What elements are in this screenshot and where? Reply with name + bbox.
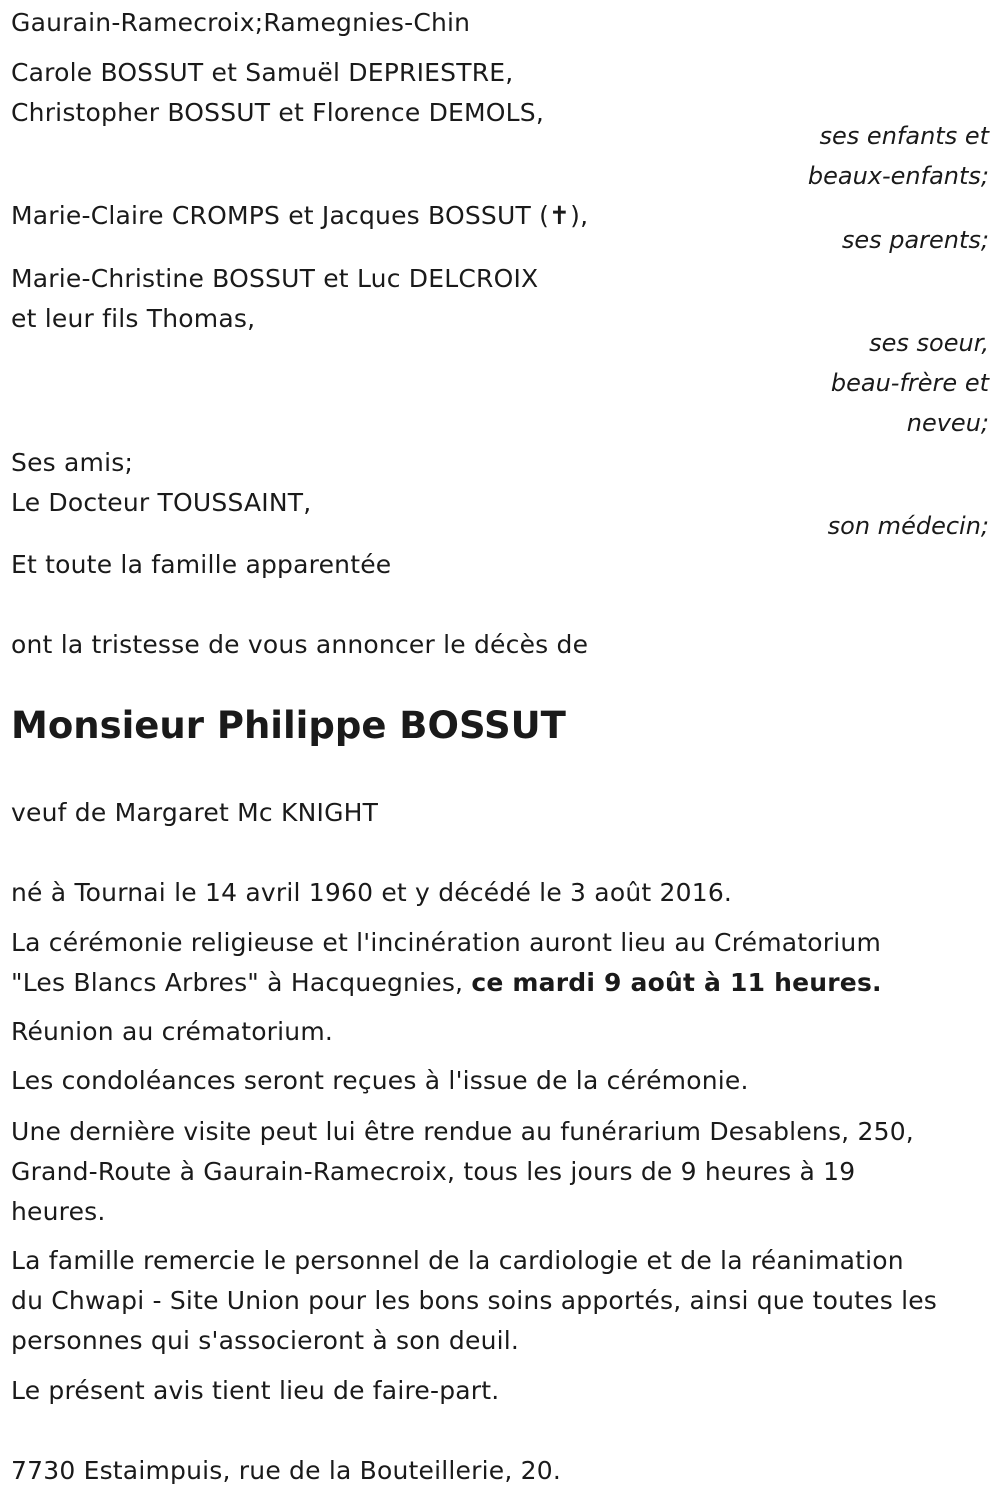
address-line: 7730 Estaimpuis, rue de la Bouteillerie, 20. [11, 1456, 561, 1485]
thanks-line-1: La famille remercie le personnel de la cardiologie et de la réanimation [11, 1246, 904, 1275]
location-heading: Gaurain-Ramecroix;Ramegnies-Chin [11, 8, 471, 37]
children-line-2: Christopher BOSSUT et Florence DEMOLS, [11, 98, 545, 127]
sister-line-2: et leur fils Thomas, [11, 304, 256, 333]
thanks-line-3: personnes qui s'associeront à son deuil. [11, 1326, 520, 1355]
friends-line: Ses amis; [11, 448, 134, 477]
parents-line: Marie-Claire CROMPS et Jacques BOSSUT (✝), [11, 201, 589, 230]
ceremony-datetime: ce mardi 9 août à 11 heures. [471, 968, 882, 997]
parents-role: ses parents; [841, 226, 989, 254]
widower-line: veuf de Margaret Mc KNIGHT [11, 798, 379, 827]
condolences-line: Les condoléances seront reçues à l'issue de la cérémonie. [11, 1066, 749, 1095]
announcement-line: ont la tristesse de vous annoncer le décès de [11, 630, 589, 659]
visit-line-2: Grand-Route à Gaurain-Ramecroix, tous les jours de 9 heures à 19 [11, 1157, 856, 1186]
ceremony-line-1: La cérémonie religieuse et l'incinération auront lieu au Crématorium [11, 928, 881, 957]
children-role-2: beaux-enfants; [807, 162, 989, 190]
children-line-1: Carole BOSSUT et Samuël DEPRIESTRE, [11, 58, 514, 87]
family-line: Et toute la famille apparentée [11, 550, 392, 579]
sister-role-1: ses soeur, [869, 329, 989, 357]
sister-role-2: beau-frère et [830, 369, 989, 397]
deceased-name: Monsieur Philippe BOSSUT [11, 704, 566, 747]
doctor-line: Le Docteur TOUSSAINT, [11, 488, 312, 517]
ceremony-place: "Les Blancs Arbres" à Hacquegnies, [11, 968, 472, 997]
ceremony-line-2 [11, 968, 882, 997]
children-role-1: ses enfants et [819, 122, 989, 150]
visit-line-3: heures. [11, 1197, 106, 1226]
notice-line: Le présent avis tient lieu de faire-part. [11, 1376, 500, 1405]
meeting-line: Réunion au crématorium. [11, 1017, 334, 1046]
birth-death-line: né à Tournai le 14 avril 1960 et y décédé le 3 août 2016. [11, 878, 733, 907]
doctor-role: son médecin; [827, 512, 989, 540]
thanks-line-2: du Chwapi - Site Union pour les bons soins apportés, ainsi que toutes les [11, 1286, 938, 1315]
sister-role-3: neveu; [906, 409, 989, 437]
sister-line-1: Marie-Christine BOSSUT et Luc DELCROIX [11, 264, 539, 293]
visit-line-1: Une dernière visite peut lui être rendue au funérarium Desablens, 250, [11, 1117, 914, 1146]
